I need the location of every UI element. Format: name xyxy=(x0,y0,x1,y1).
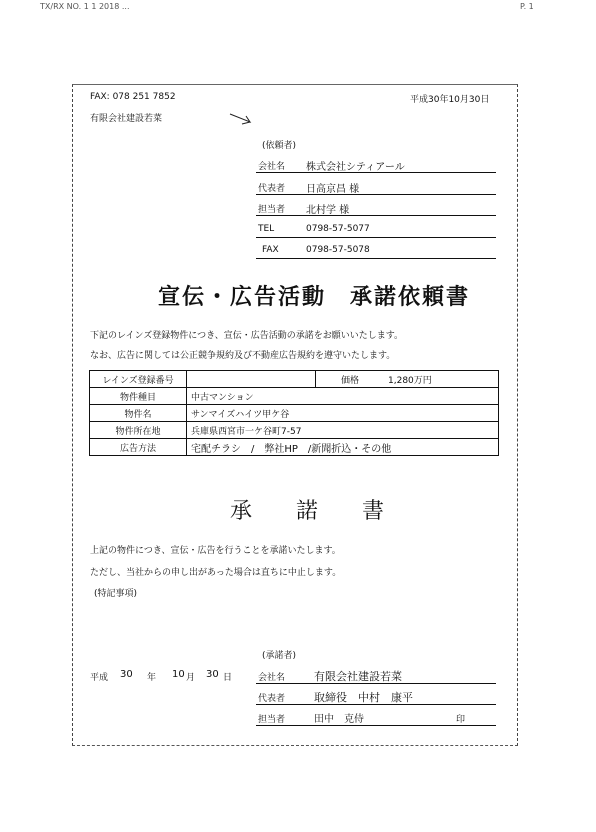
special-notes-label: (特記事項) xyxy=(94,589,138,599)
consent-heading: 承 諾 書 xyxy=(230,499,385,524)
approver-rep-label: 代表者 xyxy=(258,694,286,704)
property-type-value: 中古マンション xyxy=(187,388,499,405)
price-value: 1,280万円 xyxy=(384,371,499,388)
approver-company-label: 会社名 xyxy=(258,673,286,683)
table-row xyxy=(90,422,499,439)
company-underline xyxy=(256,172,496,173)
reins-number-value xyxy=(187,371,316,388)
consent-date-era: 平成 xyxy=(90,673,109,683)
fax-underline xyxy=(256,258,496,259)
contact-person-underline xyxy=(256,215,496,216)
document-title: 宣伝・広告活動 承諾依頼書 xyxy=(158,284,471,310)
approver-rep-value: 取締役 中村 康平 xyxy=(314,691,413,704)
consent-date-day: 30 xyxy=(206,669,219,680)
fax-number: FAX: 078 251 7852 xyxy=(90,92,176,102)
fax-label: FAX xyxy=(262,245,279,255)
consent-date-month-unit: 月 xyxy=(186,673,196,683)
approver-person-label: 担当者 xyxy=(258,715,286,725)
consent-date-month: 10 xyxy=(172,669,185,680)
ad-method-label: 広告方法 xyxy=(90,439,187,456)
consent-line-1: 上記の物件につき、宣伝・広告を行うことを承諾いたします。 xyxy=(90,546,341,556)
seal-mark: 印 xyxy=(456,715,466,725)
intro-line-2: なお、広告に関しては公正競争規約及び不動産広告規約を遵守いたします。 xyxy=(90,351,396,361)
company-value: 株式会社シティアール xyxy=(306,162,405,173)
property-table xyxy=(89,370,499,456)
representative-value: 日高京昌 様 xyxy=(306,184,360,195)
property-type-label: 物件種目 xyxy=(90,388,187,405)
intro-line-1: 下記のレインズ登録物件につき、宣伝・広告活動の承諾をお願いいたします。 xyxy=(90,331,404,341)
property-address-label: 物件所在地 xyxy=(90,422,187,439)
approver-company-underline xyxy=(256,683,496,684)
representative-label: 代表者 xyxy=(258,184,286,194)
company-label: 会社名 xyxy=(258,162,286,172)
property-address-value: 兵庫県西宮市一ケ谷町7-57 xyxy=(187,422,499,439)
sender-name: 有限会社建設若菜 xyxy=(90,114,163,124)
contact-person-value: 北村学 様 xyxy=(306,205,350,216)
fax-header-right: P. 1 xyxy=(520,2,534,11)
property-name-value: サンマイズハイツ甲ケ谷 xyxy=(187,405,499,422)
fax-arrow-icon xyxy=(228,110,256,128)
tel-value: 0798-57-5077 xyxy=(306,224,370,234)
approver-rep-underline xyxy=(256,704,496,705)
property-name-label: 物件名 xyxy=(90,405,187,422)
table-row xyxy=(90,405,499,422)
consent-date-year-unit: 年 xyxy=(147,673,157,683)
contact-person-label: 担当者 xyxy=(258,205,286,215)
price-label: 価格 xyxy=(316,371,385,388)
consent-line-2: ただし、当社からの申し出があった場合は直ちに中止します。 xyxy=(90,568,342,578)
requester-section-label: (依頼者) xyxy=(262,141,297,151)
reins-number-label: レインズ登録番号 xyxy=(90,371,187,388)
approver-person-underline xyxy=(256,725,496,726)
ad-method-value: 宅配チラシ / 弊社HP /新聞折込・その他 xyxy=(187,439,499,456)
tel-underline xyxy=(256,237,496,238)
document-date: 平成30年10月30日 xyxy=(410,95,490,105)
representative-underline xyxy=(256,194,496,195)
fax-header-left: TX/RX NO. 1 1 2018 ... xyxy=(40,2,130,11)
fax-value: 0798-57-5078 xyxy=(306,245,370,255)
approver-section-label: (承諾者) xyxy=(262,651,297,661)
table-row xyxy=(90,439,499,456)
table-row xyxy=(90,371,499,388)
consent-date-day-unit: 日 xyxy=(223,673,233,683)
tel-label: TEL xyxy=(258,224,275,234)
approver-company-value: 有限会社建設若菜 xyxy=(314,670,402,683)
table-row xyxy=(90,388,499,405)
approver-person-value: 田中 克侍 xyxy=(314,714,364,725)
consent-date-year: 30 xyxy=(120,669,133,680)
